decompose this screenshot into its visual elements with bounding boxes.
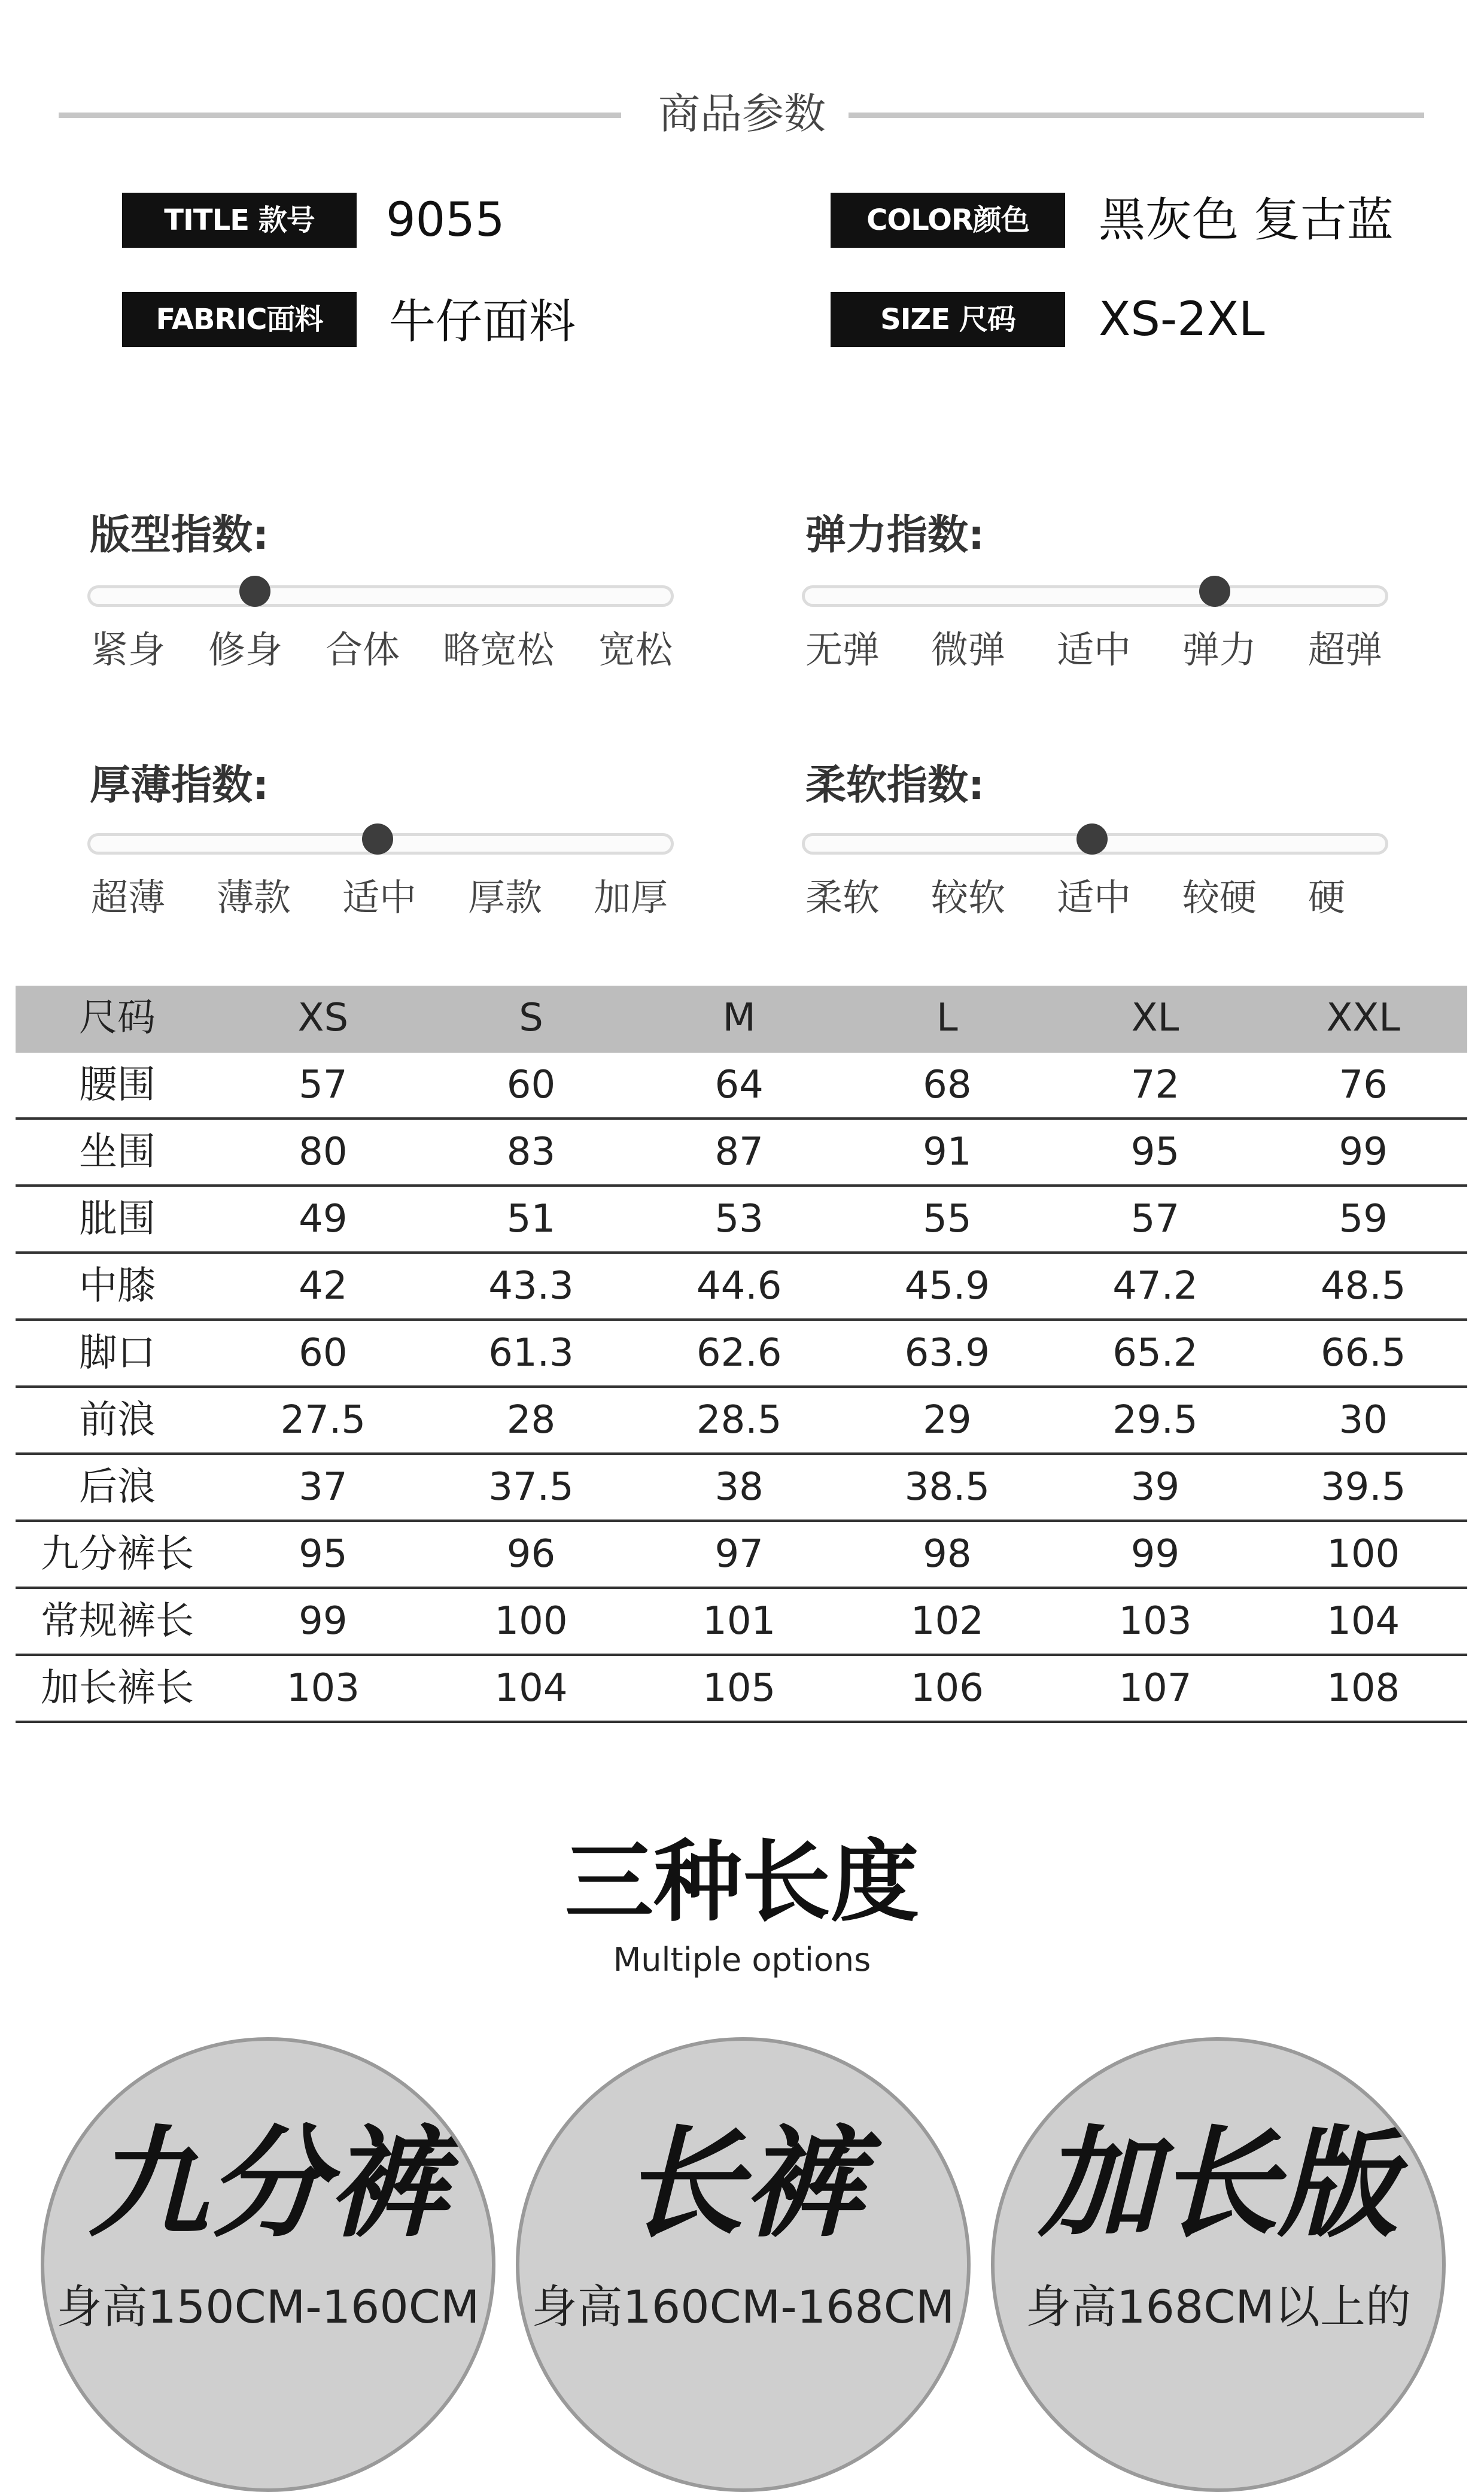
- table-row-label: 前浪: [79, 1398, 156, 1442]
- table-cell: 65.2: [1112, 1331, 1198, 1375]
- table-row-label: 肶围: [79, 1197, 156, 1241]
- table-cell: 100: [494, 1599, 568, 1643]
- index-option: 合体: [326, 628, 400, 671]
- table-cell: 59: [1339, 1197, 1388, 1241]
- index-option: 微弹: [931, 628, 1006, 671]
- table-header-cell: 尺码: [79, 996, 156, 1040]
- table-cell: 99: [1130, 1532, 1180, 1576]
- table-cell: 42: [299, 1264, 348, 1308]
- table-cell: 57: [299, 1063, 348, 1107]
- table-cell: 103: [1118, 1599, 1192, 1643]
- table-cell: 61.3: [488, 1331, 574, 1375]
- table-cell: 39.5: [1320, 1465, 1406, 1509]
- table-cell: 27.5: [280, 1398, 366, 1442]
- table-cell: 37: [299, 1465, 348, 1509]
- table-cell: 68: [923, 1063, 972, 1107]
- index-knob-stretch: [1199, 576, 1230, 607]
- table-cell: 63.9: [904, 1331, 990, 1375]
- param-tag-size: SIZE 尺码: [831, 292, 1065, 347]
- index-knob-fit: [239, 576, 270, 607]
- table-row: [16, 1187, 1467, 1254]
- param-tag-fabric: FABRIC面料: [122, 292, 357, 347]
- table-header-cell: S: [519, 996, 543, 1040]
- index-option: 紧身: [91, 628, 166, 671]
- index-option: 超弹: [1308, 628, 1383, 671]
- index-option: 适中: [342, 876, 417, 919]
- index-track-fit: [87, 585, 674, 607]
- table-cell: 97: [714, 1532, 764, 1576]
- table-cell: 99: [1339, 1130, 1388, 1174]
- table-cell: 72: [1130, 1063, 1180, 1107]
- table-cell: 106: [910, 1666, 984, 1710]
- index-title-stretch: 弹力指数:: [805, 512, 985, 559]
- length-option-desc: 身高168CM以上的: [1026, 2280, 1411, 2333]
- param-tag-color: COLOR颜色: [831, 193, 1065, 248]
- table-row: [16, 1120, 1467, 1187]
- table-cell: 30: [1339, 1398, 1388, 1442]
- table-header-cell: XS: [297, 996, 349, 1040]
- table-cell: 39: [1130, 1465, 1180, 1509]
- table-row: [16, 1053, 1467, 1120]
- index-option: 略宽松: [443, 628, 555, 671]
- table-cell: 29: [923, 1398, 972, 1442]
- table-cell: 99: [299, 1599, 348, 1643]
- table-cell: 103: [286, 1666, 360, 1710]
- table-cell: 45.9: [904, 1264, 990, 1308]
- lengths-title: 三种长度: [565, 1831, 919, 1934]
- table-header-row: [16, 986, 1467, 1053]
- index-option: 超薄: [91, 876, 166, 919]
- table-row-label: 九分裤长: [41, 1532, 194, 1576]
- length-option-name: 加长版: [1038, 2114, 1398, 2254]
- table-cell: 44.6: [696, 1264, 782, 1308]
- length-option-regular: [516, 2037, 971, 2492]
- index-knob-thickness: [362, 823, 393, 855]
- table-row-label: 后浪: [79, 1465, 156, 1509]
- table-header-cell: XXL: [1326, 996, 1400, 1040]
- table-header-cell: XL: [1131, 996, 1179, 1040]
- param-value-fabric: 牛仔面料: [389, 295, 576, 349]
- index-knob-softness: [1076, 823, 1108, 855]
- table-cell: 28: [506, 1398, 556, 1442]
- table-cell: 53: [714, 1197, 764, 1241]
- index-option: 厚款: [468, 876, 543, 919]
- table-row: [16, 1455, 1467, 1522]
- table-cell: 57: [1130, 1197, 1180, 1241]
- table-row-label: 常规裤长: [41, 1599, 194, 1643]
- table-cell: 60: [506, 1063, 556, 1107]
- table-cell: 51: [506, 1197, 556, 1241]
- table-cell: 48.5: [1320, 1264, 1406, 1308]
- table-cell: 37.5: [488, 1465, 574, 1509]
- length-option-long: [991, 2037, 1446, 2492]
- table-cell: 49: [299, 1197, 348, 1241]
- table-cell: 64: [714, 1063, 764, 1107]
- table-row-label: 中膝: [79, 1264, 156, 1308]
- index-option: 较硬: [1182, 876, 1257, 919]
- table-cell: 91: [923, 1130, 972, 1174]
- index-title-fit: 版型指数:: [90, 512, 269, 559]
- table-cell: 55: [923, 1197, 972, 1241]
- table-row-label: 坐围: [79, 1130, 156, 1174]
- lengths-subtitle: Multiple options: [613, 1941, 871, 1979]
- table-cell: 38.5: [904, 1465, 990, 1509]
- table-cell: 102: [910, 1599, 984, 1643]
- length-option-name: 九分裤: [88, 2114, 448, 2254]
- table-cell: 95: [299, 1532, 348, 1576]
- index-option: 修身: [208, 628, 283, 671]
- table-cell: 62.6: [696, 1331, 782, 1375]
- index-option: 薄款: [217, 876, 291, 919]
- table-cell: 80: [299, 1130, 348, 1174]
- table-cell: 76: [1339, 1063, 1388, 1107]
- size-table: [16, 986, 1467, 1723]
- table-cell: 101: [703, 1599, 776, 1643]
- table-cell: 60: [299, 1331, 348, 1375]
- param-tag-title: TITLE 款号: [122, 193, 357, 248]
- index-option: 宽松: [598, 628, 673, 671]
- table-cell: 87: [714, 1130, 764, 1174]
- table-cell: 104: [1327, 1599, 1400, 1643]
- index-title-thickness: 厚薄指数:: [90, 762, 269, 809]
- index-track-stretch: [802, 585, 1388, 607]
- table-cell: 83: [506, 1130, 556, 1174]
- table-body: [16, 1053, 1467, 1723]
- table-cell: 95: [1130, 1130, 1180, 1174]
- section-title-params: 商品参数: [658, 89, 826, 138]
- index-option: 弹力: [1182, 628, 1257, 671]
- table-header-cell: M: [722, 996, 756, 1040]
- table-row: [16, 1522, 1467, 1589]
- table-cell: 96: [506, 1532, 556, 1576]
- table-row: [16, 1388, 1467, 1455]
- table-cell: 43.3: [488, 1264, 574, 1308]
- length-option-cropped: [41, 2037, 495, 2492]
- table-cell: 38: [714, 1465, 764, 1509]
- param-value-size: XS-2XL: [1099, 293, 1265, 347]
- table-row-label: 加长裤长: [41, 1666, 194, 1710]
- length-option-name: 长裤: [623, 2114, 863, 2254]
- table-cell: 98: [923, 1532, 972, 1576]
- table-row: [16, 1321, 1467, 1388]
- index-option: 柔软: [805, 876, 880, 919]
- table-cell: 107: [1118, 1666, 1192, 1710]
- index-option: 无弹: [805, 628, 880, 671]
- table-cell: 105: [703, 1666, 776, 1710]
- param-value-color: 黑灰色 复古蓝: [1099, 193, 1394, 247]
- table-header-cell: L: [936, 996, 958, 1040]
- table-row-label: 腰围: [79, 1063, 156, 1107]
- table-cell: 100: [1327, 1532, 1400, 1576]
- table-row: [16, 1254, 1467, 1321]
- param-value-title: 9055: [386, 193, 505, 247]
- index-option: 适中: [1057, 876, 1132, 919]
- table-row: [16, 1589, 1467, 1656]
- table-row-label: 脚口: [79, 1331, 156, 1375]
- table-row: [16, 1656, 1467, 1723]
- index-option: 加厚: [594, 876, 668, 919]
- table-cell: 47.2: [1112, 1264, 1198, 1308]
- index-title-softness: 柔软指数:: [805, 762, 985, 809]
- length-option-desc: 身高160CM-168CM: [531, 2280, 955, 2333]
- table-cell: 104: [494, 1666, 568, 1710]
- index-option: 适中: [1057, 628, 1132, 671]
- length-option-desc: 身高150CM-160CM: [56, 2280, 480, 2333]
- table-cell: 66.5: [1320, 1331, 1406, 1375]
- table-cell: 29.5: [1112, 1398, 1198, 1442]
- table-cell: 108: [1327, 1666, 1400, 1710]
- index-option: 较软: [931, 876, 1006, 919]
- index-option: 硬: [1308, 876, 1346, 919]
- table-cell: 28.5: [696, 1398, 782, 1442]
